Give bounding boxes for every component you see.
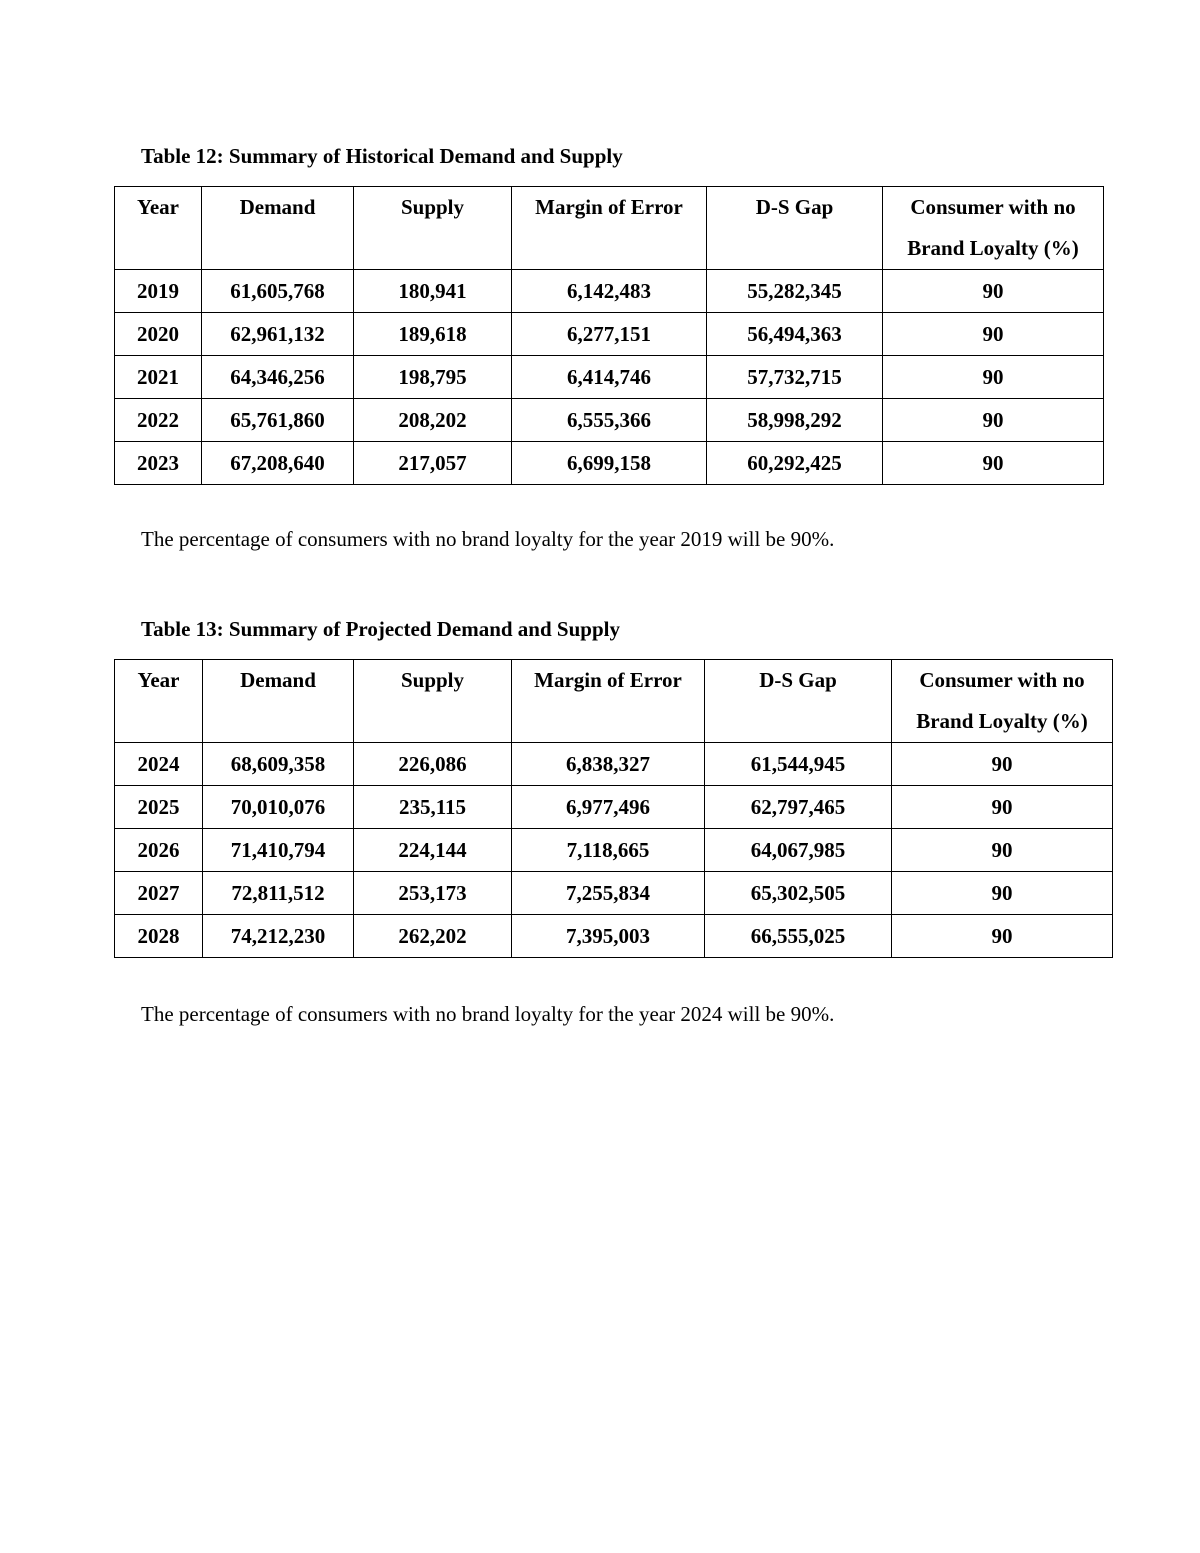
year-cell: 2024	[115, 743, 203, 786]
year-cell: 2020	[115, 313, 202, 356]
loyalty-cell: 90	[883, 442, 1104, 485]
table-13	[114, 659, 1113, 958]
loyalty-cell: 90	[883, 270, 1104, 313]
supply-cell: 226,086	[354, 743, 512, 786]
margin-cell: 7,255,834	[512, 872, 705, 915]
supply-cell: 253,173	[354, 872, 512, 915]
gap-cell: 56,494,363	[707, 313, 883, 356]
gap-cell: 65,302,505	[705, 872, 892, 915]
margin-cell: 6,277,151	[512, 313, 707, 356]
year-cell: 2019	[115, 270, 202, 313]
margin-of-error-column-header: Margin of Error	[512, 660, 705, 743]
demand-cell: 67,208,640	[202, 442, 354, 485]
margin-cell: 6,838,327	[512, 743, 705, 786]
year-cell: 2025	[115, 786, 203, 829]
table-row	[115, 270, 1104, 313]
ds-gap-column-header: D-S Gap	[707, 187, 883, 270]
loyalty-cell: 90	[883, 356, 1104, 399]
demand-cell: 61,605,768	[202, 270, 354, 313]
loyalty-cell: 90	[892, 743, 1113, 786]
margin-cell: 6,414,746	[512, 356, 707, 399]
table-13-note: The percentage of consumers with no brand loyalty for the year 2024 will be 90%.	[141, 1002, 835, 1026]
table-row	[115, 743, 1113, 786]
brand-loyalty-header-line-2: Brand Loyalty (%)	[907, 236, 1079, 260]
supply-cell: 217,057	[354, 442, 512, 485]
gap-cell: 60,292,425	[707, 442, 883, 485]
table-row	[115, 313, 1104, 356]
gap-cell: 62,797,465	[705, 786, 892, 829]
demand-cell: 64,346,256	[202, 356, 354, 399]
demand-cell: 71,410,794	[203, 829, 354, 872]
table-row	[115, 399, 1104, 442]
table-12-header-row	[115, 187, 1104, 270]
margin-cell: 7,395,003	[512, 915, 705, 958]
year-column-header: Year	[115, 187, 202, 270]
gap-cell: 55,282,345	[707, 270, 883, 313]
gap-cell: 66,555,025	[705, 915, 892, 958]
table-row	[115, 872, 1113, 915]
margin-of-error-column-header: Margin of Error	[512, 187, 707, 270]
year-cell: 2026	[115, 829, 203, 872]
supply-column-header: Supply	[354, 187, 512, 270]
table-13-caption: Table 13: Summary of Projected Demand and Supply	[141, 617, 620, 641]
margin-cell: 6,555,366	[512, 399, 707, 442]
table-row	[115, 829, 1113, 872]
demand-column-header: Demand	[203, 660, 354, 743]
table-12-note: The percentage of consumers with no brand loyalty for the year 2019 will be 90%.	[141, 527, 835, 551]
margin-cell: 7,118,665	[512, 829, 705, 872]
brand-loyalty-column-header	[892, 660, 1113, 743]
supply-column-header: Supply	[354, 660, 512, 743]
loyalty-cell: 90	[892, 915, 1113, 958]
table-12-caption: Table 12: Summary of Historical Demand and Supply	[141, 144, 623, 168]
loyalty-cell: 90	[883, 399, 1104, 442]
supply-cell: 235,115	[354, 786, 512, 829]
demand-cell: 72,811,512	[203, 872, 354, 915]
brand-loyalty-header-line-1: Consumer with no	[919, 668, 1085, 692]
gap-cell: 57,732,715	[707, 356, 883, 399]
margin-cell: 6,699,158	[512, 442, 707, 485]
loyalty-cell: 90	[892, 872, 1113, 915]
ds-gap-column-header: D-S Gap	[705, 660, 892, 743]
year-cell: 2023	[115, 442, 202, 485]
gap-cell: 64,067,985	[705, 829, 892, 872]
supply-cell: 262,202	[354, 915, 512, 958]
year-column-header: Year	[115, 660, 203, 743]
demand-column-header: Demand	[202, 187, 354, 270]
supply-cell: 189,618	[354, 313, 512, 356]
demand-cell: 65,761,860	[202, 399, 354, 442]
loyalty-cell: 90	[883, 313, 1104, 356]
demand-cell: 68,609,358	[203, 743, 354, 786]
year-cell: 2021	[115, 356, 202, 399]
year-cell: 2028	[115, 915, 203, 958]
table-row	[115, 915, 1113, 958]
supply-cell: 180,941	[354, 270, 512, 313]
margin-cell: 6,142,483	[512, 270, 707, 313]
year-cell: 2027	[115, 872, 203, 915]
year-cell: 2022	[115, 399, 202, 442]
gap-cell: 58,998,292	[707, 399, 883, 442]
brand-loyalty-column-header	[883, 187, 1104, 270]
table-row	[115, 442, 1104, 485]
demand-cell: 70,010,076	[203, 786, 354, 829]
loyalty-cell: 90	[892, 786, 1113, 829]
margin-cell: 6,977,496	[512, 786, 705, 829]
supply-cell: 208,202	[354, 399, 512, 442]
brand-loyalty-header-line-2: Brand Loyalty (%)	[916, 709, 1088, 733]
demand-cell: 74,212,230	[203, 915, 354, 958]
supply-cell: 198,795	[354, 356, 512, 399]
table-13-header-row	[115, 660, 1113, 743]
loyalty-cell: 90	[892, 829, 1113, 872]
table-12	[114, 186, 1104, 485]
demand-cell: 62,961,132	[202, 313, 354, 356]
table-row	[115, 786, 1113, 829]
gap-cell: 61,544,945	[705, 743, 892, 786]
brand-loyalty-header-line-1: Consumer with no	[910, 195, 1076, 219]
table-row	[115, 356, 1104, 399]
supply-cell: 224,144	[354, 829, 512, 872]
